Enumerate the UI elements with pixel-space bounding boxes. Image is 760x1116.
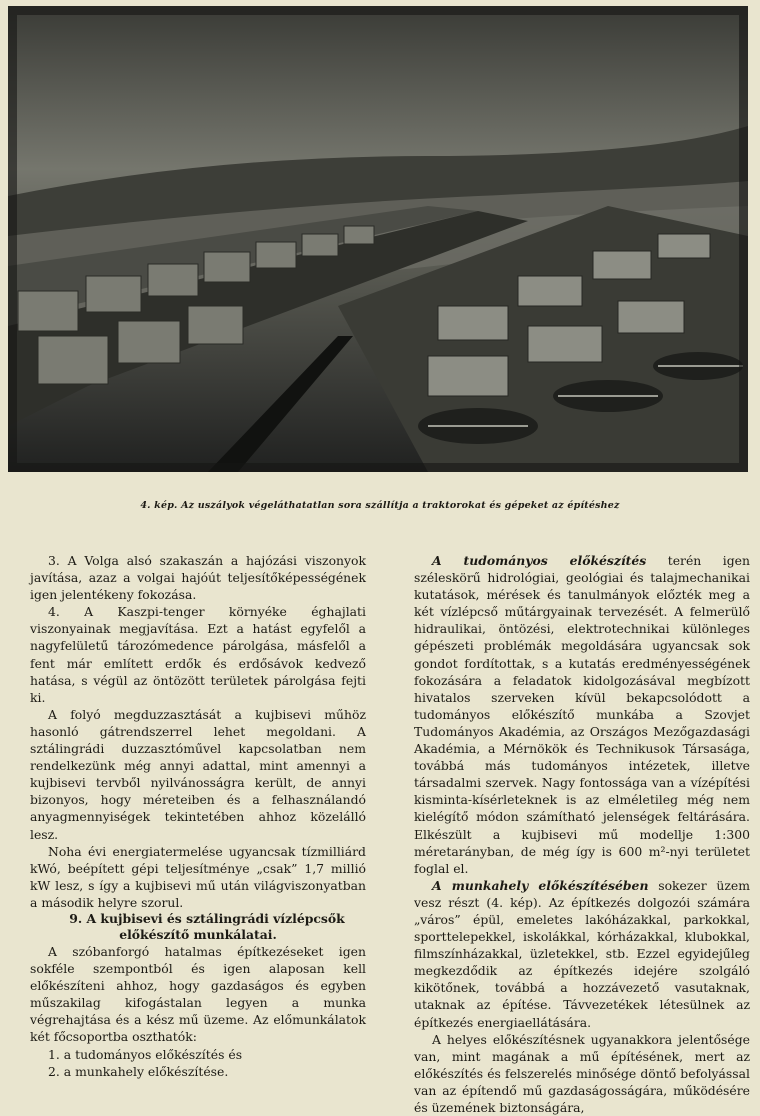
paragraph-text: sokezer üzem vesz részt (4. kép). Az építkezés dolgozói számára „város” épül, emeletes lakóházakkal, parkokkal, sporttelepekkel, iskolákkal, kórházakkal, klubokkal, filmszínházakkal, üzletekkel, stb. Ezzel egyidejűleg megkezdődik az építkezés idejére szolgáló kikötőnek, továbbá a hozzávezető vasutaknak, utaknak az építése. Távvezetékek létesülnek az építkezés energiaellátására. (414, 877, 750, 1030)
left-column (30, 552, 366, 1080)
barges-photo (8, 6, 748, 472)
paragraph-text: terén igen széleskörű hidrológiai, geológiai és talajmechanikai kutatások, mérések és tanulmányok előzték meg a két vízlépcső műtárgyainak tervezését. A felmerülő hidraulikai, öntözési, elektrotechnikai különleges gépészeti problémák megoldására ugyancsak sok gondot fordítottak, s a kutatás eredményességének fokozására a feladatok kidolgozásával megbízott hivatalos szerveken kívül bekapcsolódott a tudományos előkészítő munkába a Szovjet Tudományos Akadémia, az Országos Mezőgazdasági Akadémia, a Mérnökök és Technikusok Társasága, továbbá más tudományos intézetek, illetve társadalmi szervek. Nagy fontossága van a vízépítési kisminta-kísérleteknek is az elméletileg még nem kielégítő módon számítható jelenségek feltárására. Elkészült a kujbisevi mű modellje 1:300 méretarányban, de még így is 600 m²-nyi területet foglal el. (414, 553, 750, 876)
paragraph (414, 877, 750, 1031)
photo-caption: 4. kép. Az uszályok végeláthatatlan sora szállítja a traktorokat és gépeket az építéshez (140, 500, 620, 511)
paragraph: A helyes előkészítésnek ugyanakkora jelentősége van, mint magának a mű építésének, mert az előkészítés és felszerelés minősége döntő befolyással van az építendő mű gazdaságosságára, működésére és üzemének biztonságára, (414, 1031, 750, 1115)
section-heading: 9. A kujbisevi és sztálingrádi vízlépcsők előkészítő munkálatai. (69, 910, 345, 942)
paragraph: 3. A Volga alsó szakaszán a hajózási viszonyok javítása, azaz a volgai hajóút teljesítőképességének igen jelentékeny fokozása. (30, 553, 366, 603)
emphasis: A tudományos előkészítés (432, 553, 647, 568)
paragraph: Noha évi energiatermelése ugyancsak tízmilliárd kWó, beépített gépi teljesítménye „csak” 1,7 millió kW lesz, s így a kujbisevi mű után világviszonyatban a második helyre szorul. (30, 843, 366, 910)
paragraph: A szóbanforgó hatalmas építkezéseket igen sokféle szempontból és igen alaposan kell előkészíteni ahhoz, hogy gazdaságos és egyben műszakilag kifogástalan legyen a munka végrehajtása és a kész mű üzeme. Az előmunkálatok két főcsoportba oszthatók: (30, 943, 366, 1045)
list-item: 2. a munkahely előkészítése. (48, 1063, 229, 1079)
photo-illustration (8, 6, 748, 472)
paragraph: 4. A Kaszpi-tenger környéke éghajlati viszonyainak megjavítása. Ezt a hatást egyfelől a nagyfelületű tározómedence párolgása, másfelől a fent már említett erdők és erdősávok kedvező hatása, s végül az öntözött területek párolgása fejti ki. (30, 604, 366, 705)
emphasis: A munkahely előkészítésében (432, 877, 649, 893)
paragraph (414, 552, 750, 877)
list-item: 1. a tudományos előkészítés és (48, 1046, 243, 1062)
right-column (414, 552, 750, 1116)
paragraph: A folyó megduzzasztását a kujbisevi műhöz hasonló gátrendszerrel lehet megoldani. A sztálingrádi duzzasztóművel kapcsolatban nem rendelkezünk még annyi adattal, mint amennyi a kujbisevi tervből nyilvánosságra került, de annyi bizonyos, hogy méreteiben és a felhasználandó anyagmennyiségek tekintetében ahhoz közelálló lesz. (30, 706, 366, 842)
